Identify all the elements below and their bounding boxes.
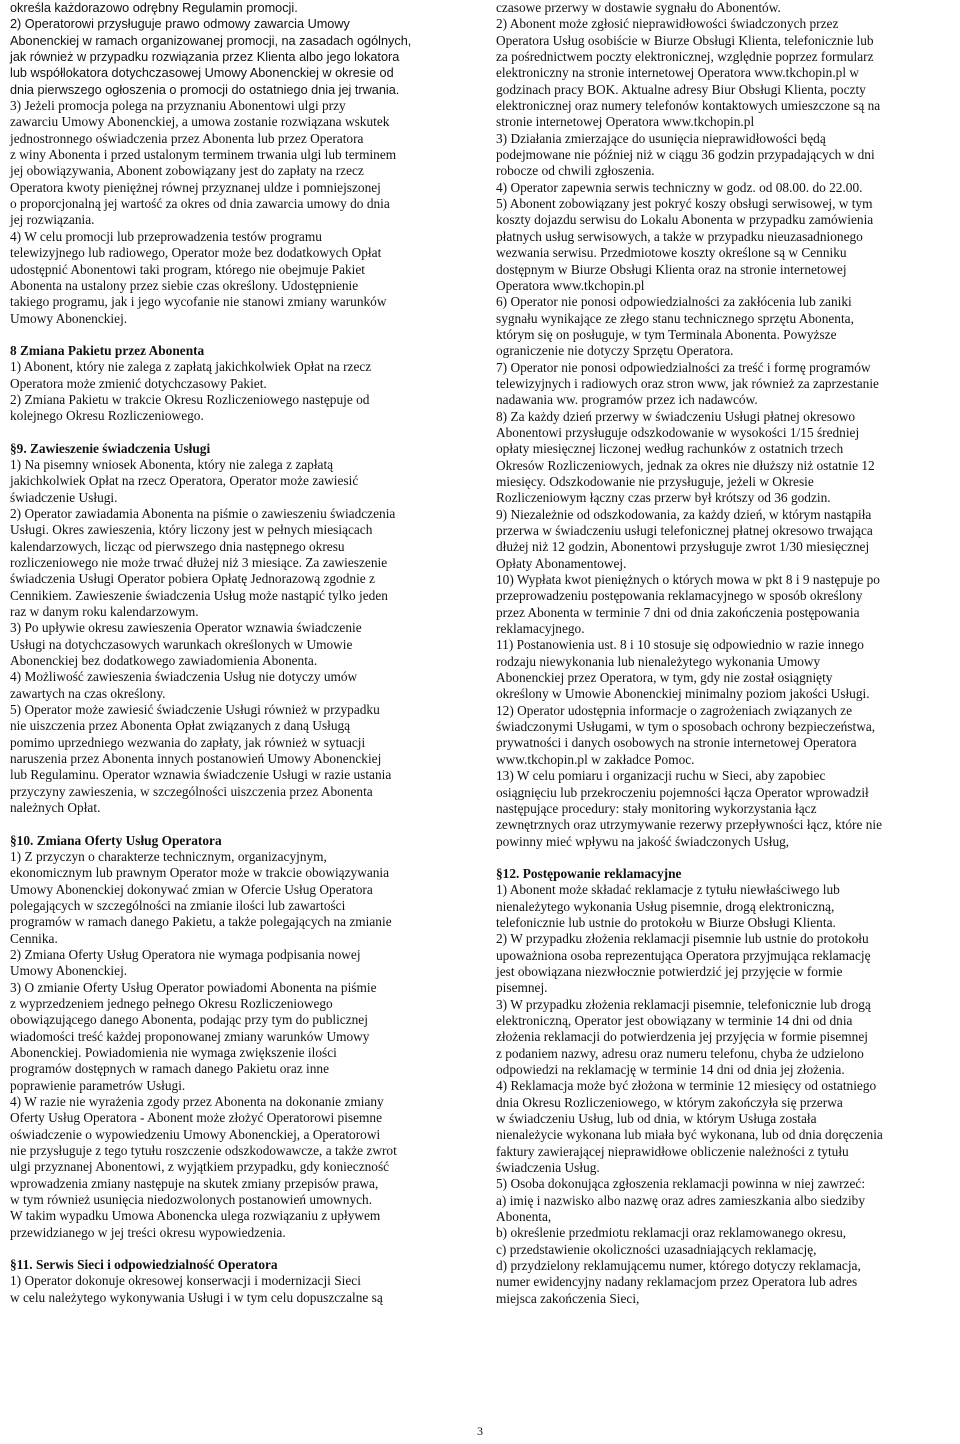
paragraph: 2) Zmiana Oferty Usług Operatora nie wymaga podpisania nowej Umowy Abonenckiej. (10, 946, 361, 979)
paragraph: 4) Operator zapewnia serwis techniczny w godz. od 08.00. do 22.00. (496, 179, 863, 195)
paragraph: 2) Abonent może zgłosić nieprawidłowości świadczonych przez Operatora Usług osobiście w Biurze Obsługi Klienta, telefonicznie lub za pośrednictwem poczty elektronicznej, względnie poprzez formularz elektroniczny na stronie internetowej Operatora www.tkchopin.pl w godzinach pracy BOK. Aktualne adresy Biur Obsługi Klienta, poczty elektronicznej oraz numery telefonów kontaktowych umieszczone są na stronie internetowej Operatora www.tkchopin.pl (496, 16, 881, 130)
paragraph: 9) Niezależnie od odszkodowania, za każdy dzień, w którym nastąpiła przerwa w świadczeniu usługi telefonicznej płatnej okresowo trwająca dłużej niż 12 godzin, Abonentowi przysługuje zwrot 1/30 miesięcznej Opłaty Abonamentowej. (496, 506, 873, 571)
left-column (10, 0, 456, 1306)
paragraph: 1) Abonent może składać reklamacje z tytułu niewłaściwego lub nienależytego wykonania Usług pisemnie, drogą elektroniczną, telefonicznie lub ustnie do protokołu w Biurze Obsługi Klienta. (496, 882, 840, 930)
section-heading: §11. Serwis Sieci i odpowiedzialność Operatora (10, 1257, 278, 1273)
paragraph: 2) W przypadku złożenia reklamacji pisemnie lub ustnie do protokołu upoważniona osoba reprezentująca Operatora przyjmująca reklamację jest obowiązana niezwłocznie potwierdzić jej przyjęcie w formie pisemnej. (496, 931, 871, 996)
paragraph: 1) Operator dokonuje okresowej konserwacji i modernizacji Sieci w celu należytego wykonywania Usługi i w tym celu dopuszczalne są (10, 1273, 383, 1305)
paragraph: określa każdorazowo odrębny Regulamin promocji. (10, 1, 298, 15)
section-heading: §9. Zawieszenie świadczenia Usługi (10, 440, 211, 456)
paragraph: 1) Na pisemny wniosek Abonenta, który nie zalega z zapłatą jakichkolwiek Opłat na rzecz Operatora, Operator może zawiesić świadczenie Usługi. (10, 456, 359, 505)
section-heading: §10. Zmiana Oferty Usług Operatora (10, 832, 222, 848)
paragraph: 3) Działania zmierzające do usunięcia nieprawidłowości będą podejmowane nie później niż w ciągu 36 godzin przypadających w dni robocze od chwili zgłoszenia. (496, 130, 875, 179)
section-heading: 8 Zmiana Pakietu przez Abonenta (10, 342, 205, 358)
paragraph: 6) Operator nie ponosi odpowiedzialności za zakłócenia lub zaniki sygnału wynikające ze złego stanu technicznego sprzętu Abonenta, którym się on posługuje, w tym Terminala Abonenta. Powyższe ograniczenie nie dotyczy Sprzętu Operatora. (496, 294, 854, 359)
paragraph: 2) Operator zawiadamia Abonenta na piśmie o zawieszeniu świadczenia Usługi. Okres zawieszenia, który liczony jest w pełnych miesiącach kalendarzowych, licząc od pierwszego dnia następnego okresu rozliczeniowego nie może trwać dłużej niż 3 miesiące. Za zawieszenie świadczenia Usługi Operator pobiera Opłatę Jednorazową zgodnie z Cennikiem. Zawieszenie świadczenia Usług może nastąpić tylko jeden raz w danym roku kalendarzowym. (10, 505, 396, 620)
paragraph: 2) Operatorowi przysługuje prawo odmowy zawarcia Umowy Abonenckiej w ramach organizowanej promocji, na zasadach ogólnych, jak również w przypadku rozwiązania przez Klienta albo jego lokatora lub współlokatora dotychczasowej Umowy Abonenckiej w okresie od dnia pierwszego ogłoszenia o promocji do ostatniego dnia jej trwania. (10, 17, 412, 97)
page-number: 3 (477, 1424, 483, 1438)
section-heading: §12. Postępowanie reklamacyjne (496, 865, 682, 881)
paragraph: czasowe przerwy w dostawie sygnału do Abonentów. (496, 0, 781, 15)
paragraph: 10) Wypłata kwot pieniężnych o których mowa w pkt 8 i 9 następuje po przeprowadzeniu postępowania reklamacyjnego w sposób określony przez Abonenta w terminie 7 dni od dnia zakończenia postępowania reklamacyjnego. (496, 572, 880, 637)
paragraph: 4) W celu promocji lub przeprowadzenia testów programu telewizyjnego lub radiowego, Operator może bez dodatkowych Opłat udostępnić Abonentowi taki program, którego nie obejmuje Pakiet Abonenta na ustalony przez siebie czas określony. Udostępnienie takiego programu, jak i jego wycofanie nie stanowi zmiany warunków Umowy Abonenckiej. (10, 228, 387, 326)
paragraph: 1) Abonent, który nie zalega z zapłatą jakichkolwiek Opłat na rzecz Operatora może zmienić dotychczasowy Pakiet. (10, 359, 372, 391)
paragraph: 7) Operator nie ponosi odpowiedzialności za treść i formę programów telewizyjnych i radiowych oraz stron www, jak również za zaprzestanie nadawania ww. programów przez ich nadawców. (496, 359, 879, 408)
paragraph: 3) Jeżeli promocja polega na przyznaniu Abonentowi ulgi przy zawarciu Umowy Abonenckiej, a umowa zostanie rozwiązana wskutek jednostronnego oświadczenia przez Abonenta lub przez Operatora z winy Abonenta i przed ustalonym terminem trwania ulgi lub terminem jej obowiązywania, Abonent zobowiązany jest do zapłaty na rzecz Operatora kwoty pieniężnej równej przyznanej uldze i pomniejszonej o proporcjonalną jej wartość za okres od dnia zawarcia umowy do dnia jej rozwiązania. (10, 98, 397, 228)
paragraph: 1) Z przyczyn o charakterze technicznym, organizacyjnym, ekonomicznym lub prawnym Operator może w trakcie obowiązywania Umowy Abonenckiej dokonywać zmian w Ofercie Usług Operatora polegających w szczególności na zmianie ilości lub zawartości programów w ramach danego Pakietu, a także polegających na zmianie Cennika. (10, 848, 392, 946)
paragraph: 3) W przypadku złożenia reklamacji pisemnie, telefonicznie lub drogą elektroniczną, Operator jest obowiązany w terminie 14 dni od dnia złożenia reklamacji do potwierdzenia jej przyjęcia w formie pisemnej z podaniem nazwy, adresu oraz numeru telefonu, chyba że udzielono odpowiedzi na reklamację w terminie 14 dni od dnia jej złożenia. (496, 996, 871, 1077)
paragraph: 13) W celu pomiaru i organizacji ruchu w Sieci, aby zapobiec osiągnięciu lub przekroczeniu pojemności łącza Operator wprowadził następujące procedury: stały monitoring wykorzystania łącz zewnętrznych oraz utrzymywanie rezerwy przepływności łącz, które nie powinny mieć wpływu na jakość świadczonych Usług, (496, 768, 883, 849)
paragraph: 3) O zmianie Oferty Usług Operator powiadomi Abonenta na piśmie z wyprzedzeniem jednego pełnego Okresu Rozliczeniowego obowiązującego danego Abonenta, podając przy tym do publicznej wiadomości treść każdej proponowanej zmiany warunków Umowy Abonenckiej. Powiadomienia nie wymaga zwiększenie ilości programów dostępnych w ramach danego Pakietu oraz inne poprawienie parametrów Usługi. (10, 979, 377, 1093)
paragraph: 4) W razie nie wyrażenia zgody przez Abonenta na dokonanie zmiany Oferty Usług Operatora - Abonent może złożyć Operatorowi pisemne oświadczenie o wypowiedzeniu Umowy Abonenckiej, a Operatorowi nie przysługuje z tego tytułu roszczenie odszkodowawcze, a także zwrot ulgi przyznanej Abonentowi, z wyjątkiem przypadku, gdy konieczność wprowadzenia zmiany następuje na skutek zmiany przepisów prawa, w tym również usunięcia niedozwolonych postanowień umownych. W takim wypadku Umowa Abonencka ulega rozwiązaniu z upływem przewidzianego w jej treści okresu wypowiedzenia. (10, 1094, 397, 1240)
paragraph: 11) Postanowienia ust. 8 i 10 stosuje się odpowiednio w razie innego rodzaju niewykonania lub nienależytego wykonania Umowy Abonenckiej przez Operatora, w tym, gdy nie został osiągnięty określony w Umowie Abonenckiej minimalny poziom jakości Usługi. (496, 637, 870, 702)
paragraph: 8) Za każdy dzień przerwy w świadczeniu Usługi płatnej okresowo Abonentowi przysługuje odszkodowanie w wysokości 1/15 średniej opłaty miesięcznej liczonej według rachunków z ostatnich trzech Okresów Rozliczeniowych, jednak za okres nie dłuższy niż ostatnie 12 miesięcy. Odszkodowanie nie przysługuje, jeżeli w Okresie Rozliczeniowym łączny czas przerw był krótszy od 36 godzin. (496, 408, 875, 506)
paragraph: 3) Po upływie okresu zawieszenia Operator wznawia świadczenie Usługi na dotychczasowych warunkach określonych w Umowie Abonenckiej bez dodatkowego zawiadomienia Abonenta. (10, 620, 362, 669)
paragraph: 4) Reklamacja może być złożona w terminie 12 miesięcy od ostatniego dnia Okresu Rozliczeniowego, w którym zakończyła się przerwa w świadczeniu Usług, lub od dnia, w którym Usługa została nienależycie wykonana lub miała być wykonana, lub od dnia doręczenia faktury zawierającej nieprawidłowe obliczenie należności z tytułu świadczenia Usług. (496, 1078, 883, 1176)
paragraph: 12) Operator udostępnia informacje o zagrożeniach związanych ze świadczonymi Usługami, w tym o sposobach ochrony bezpieczeństwa, prywatności i danych osobowych na stronie internetowej Operatora www.tkchopin.pl w zakładce Pomoc. (496, 702, 876, 767)
right-column (496, 0, 942, 1307)
paragraph: 5) Abonent zobowiązany jest pokryć koszy obsługi serwisowej, w tym koszty dojazdu serwisu do Lokalu Abonenta w przypadku zamówienia płatnych usług serwisowych, a także w przypadku nieuzasadnionego wezwania serwisu. Przedmiotowe koszty określone są w Cenniku dostępnym w Biurze Obsługi Klienta oraz na stronie internetowej Operatora www.tkchopin.pl (496, 196, 874, 293)
paragraph: 4) Możliwość zawieszenia świadczenia Usług nie dotyczy umów zawartych na czas określony. (10, 669, 358, 701)
paragraph: 2) Zmiana Pakietu w trakcie Okresu Rozliczeniowego następuje od kolejnego Okresu Rozliczeniowego. (10, 391, 370, 424)
paragraph: 5) Osoba dokonująca zgłoszenia reklamacji powinna w niej zawrzeć: a) imię i nazwisko albo nazwę oraz adres zamieszkania albo siedziby Abonenta, b) określenie przedmiotu reklamacji oraz reklamowanego okresu, c) przedstawienie okoliczności uzasadniających reklamację, d) przydzielony reklamującemu numer, którego dotyczy reklamacja, numer ewidencyjny nadany reklamacjom przez Operatora lub adres miejsca zakończenia Sieci, (496, 1176, 866, 1306)
paragraph: 5) Operator może zawiesić świadczenie Usługi również w przypadku nie uiszczenia przez Abonenta Opłat związanych z daną Usługą pomimo uprzedniego wezwania do zapłaty, jak również w sytuacji naruszenia przez Abonenta innych postanowień Umowy Abonenckiej lub Regulaminu. Operator wznawia świadczenie Usługi w razie ustania przyczyny zawieszenia, w szczególności uiszczenia przez Abonenta należnych Opłat. (10, 702, 392, 816)
